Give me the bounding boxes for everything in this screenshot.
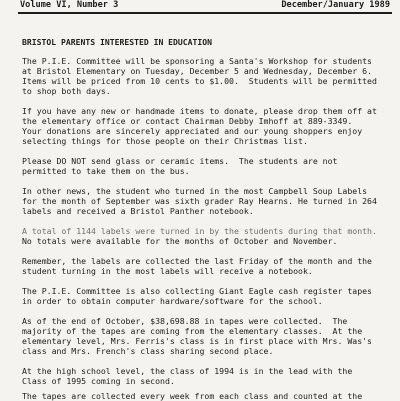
body-line: If you have any new or handmade items to donate, please drop them off at (22, 106, 377, 116)
body-line: the elementary office or contact Chairman Debby Imhoff at 889-3349. (22, 116, 353, 126)
body-line: The P.I.E. Committee will be sponsoring a Santa's Workshop for students (22, 56, 372, 66)
body-line: class and Mrs. French's class sharing second place. (22, 346, 274, 356)
body-line: The P.I.E. Committee is also collecting Giant Eagle cash register tapes (22, 286, 372, 296)
body-line: The tapes are collected every week from each class and counted at the (22, 391, 363, 401)
body-line: labels and received a Bristol Panther notebook. (22, 206, 254, 216)
volume-number: Volume VI, Number 3 (20, 0, 119, 10)
body-line: at Bristol Elementary on Tuesday, December 5 and Wednesday, December 6. (22, 66, 372, 76)
body-line: As of the end of October, $38,698.88 in tapes were collected. The (22, 316, 348, 326)
body-line: in order to obtain computer hardware/software for the school. (22, 296, 323, 306)
body-line: student turning in the most labels will receive a notebook. (22, 266, 313, 276)
body-line: Your donations are sincerely appreciated and our young shoppers enjoy (22, 126, 363, 136)
article-heading: BRISTOL PARENTS INTERESTED IN EDUCATION (22, 37, 213, 47)
body-line: majority of the tapes are coming from the elementary classes. At the (22, 326, 363, 336)
header-rule (18, 12, 392, 14)
body-line: A total of 1144 labels were turned in by the students during that month. (22, 226, 377, 236)
body-line: to shop both days. (22, 86, 111, 96)
body-line: In other news, the student who turned in the most Campbell Soup Labels (22, 186, 368, 196)
body-line: At the high school level, the class of 1994 is in the lead with the (22, 366, 353, 376)
body-line: for the month of September was sixth grader Ray Hearns. He turned in 264 (22, 196, 377, 206)
page-header (20, 0, 390, 11)
body-line: Items will be priced from 10 cents to $1.00. Students will be permitted (22, 76, 377, 86)
body-line: Remember, the labels are collected the last Friday of the month and the (22, 256, 372, 266)
body-line: Please DO NOT send glass or ceramic items. The students are not (22, 156, 338, 166)
body-line: elementary level, Mrs. Ferris's class is in first place with Mrs. Was's (22, 336, 372, 346)
body-line: Class of 1995 coming in second. (22, 376, 175, 386)
issue-date: December/January 1989 (281, 0, 390, 10)
body-line: selecting things for those people on their Christmas list. (22, 136, 308, 146)
body-line: permitted to take them on the bus. (22, 166, 190, 176)
body-line: No totals were available for the months of October and November. (22, 236, 338, 246)
